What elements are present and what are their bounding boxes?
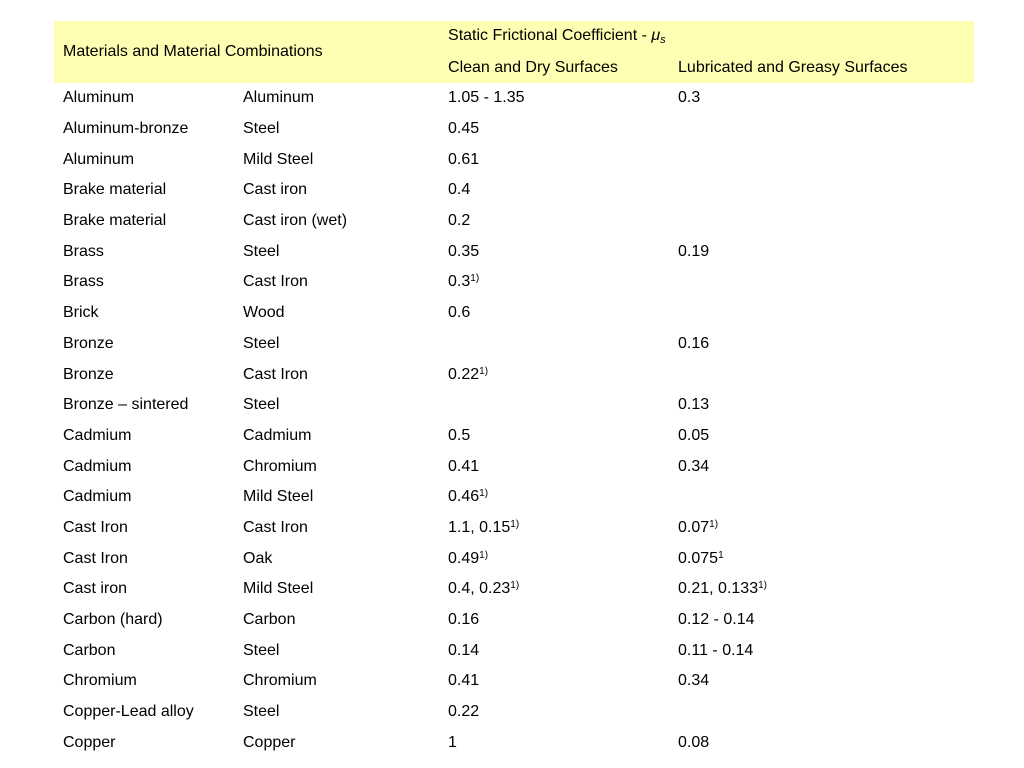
table-row (54, 236, 974, 267)
clean-dry-cell (439, 298, 669, 329)
clean-dry-cell-value: 0.2 (448, 212, 471, 230)
header-clean-dry: Clean and Dry Surfaces (439, 52, 669, 83)
clean-dry-cell (439, 267, 669, 298)
material-1-cell-value: Cadmium (63, 457, 132, 475)
lubricated-cell-value: 0.34 (678, 672, 710, 690)
lubricated-cell-value: 0.16 (678, 334, 710, 352)
material-2-cell (234, 206, 439, 237)
clean-dry-cell-value: 0.3 (448, 273, 471, 291)
lubricated-cell (669, 513, 974, 544)
header-row-top (54, 21, 974, 52)
footnote-marker: 1) (479, 365, 489, 377)
material-1-cell (54, 359, 234, 390)
clean-dry-cell-value: 0.41 (448, 457, 480, 475)
material-1-cell (54, 697, 234, 728)
lubricated-cell (669, 543, 974, 574)
clean-dry-cell-value: 0.45 (448, 120, 480, 138)
table-row (54, 574, 974, 605)
clean-dry-cell-value: 0.14 (448, 641, 480, 659)
material-2-cell (234, 605, 439, 636)
footnote-marker: 1) (758, 580, 767, 592)
material-2-cell (234, 329, 439, 360)
header-static-coefficient (439, 21, 974, 52)
footnote-marker: 1) (479, 488, 489, 500)
material-2-cell-value: Cast Iron (243, 518, 308, 536)
table-row (54, 267, 974, 298)
clean-dry-cell-value: 0.46 (448, 488, 480, 506)
clean-dry-cell (439, 359, 669, 390)
clean-dry-cell-value: 0.5 (448, 426, 471, 444)
material-1-cell (54, 513, 234, 544)
material-1-cell-value: Brass (63, 273, 104, 291)
material-1-cell-value: Carbon (63, 641, 116, 659)
lubricated-cell (669, 697, 974, 728)
clean-dry-cell-value: 1 (448, 733, 457, 751)
header-lubricated: Lubricated and Greasy Surfaces (669, 52, 974, 83)
material-2-cell-value: Cast Iron (243, 365, 308, 383)
table-header (54, 21, 974, 83)
table-row (54, 390, 974, 421)
material-2-cell-value: Steel (243, 641, 280, 659)
clean-dry-cell (439, 482, 669, 513)
material-2-cell (234, 298, 439, 329)
lubricated-cell (669, 175, 974, 206)
material-1-cell-value: Copper (63, 733, 116, 751)
lubricated-cell (669, 635, 974, 666)
material-2-cell-value: Cast Iron (243, 273, 308, 291)
material-1-cell (54, 144, 234, 175)
clean-dry-cell-value: 0.6 (448, 304, 471, 322)
header-materials: Materials and Material Combinations (54, 21, 439, 83)
lubricated-cell (669, 298, 974, 329)
clean-dry-cell (439, 635, 669, 666)
material-1-cell (54, 298, 234, 329)
material-1-cell (54, 421, 234, 452)
material-1-cell (54, 605, 234, 636)
lubricated-cell-value: 0.11 - 0.14 (678, 641, 754, 659)
material-2-cell-value: Cast iron (243, 181, 308, 199)
material-1-cell-value: Cast Iron (63, 518, 128, 536)
lubricated-cell (669, 451, 974, 482)
material-1-cell (54, 482, 234, 513)
clean-dry-cell (439, 206, 669, 237)
clean-dry-cell (439, 175, 669, 206)
clean-dry-cell (439, 236, 669, 267)
table-row (54, 666, 974, 697)
lubricated-cell (669, 206, 974, 237)
material-1-cell-value: Bronze (63, 365, 114, 383)
clean-dry-cell-value: 0.41 (448, 672, 480, 690)
clean-dry-cell-value: 1.1, 0.15 (448, 518, 511, 536)
material-2-cell (234, 513, 439, 544)
material-1-cell-value: Aluminum (63, 150, 135, 168)
lubricated-cell (669, 83, 974, 114)
material-2-cell-value: Steel (243, 396, 280, 414)
material-2-cell (234, 144, 439, 175)
footnote-marker: 1) (479, 549, 489, 561)
clean-dry-cell-value: 0.61 (448, 150, 480, 168)
lubricated-cell-value: 0.08 (678, 733, 710, 751)
table-row (54, 482, 974, 513)
material-1-cell-value: Brake material (63, 181, 167, 199)
material-1-cell-value: Cast iron (63, 580, 128, 598)
lubricated-cell-value: 0.12 - 0.14 (678, 611, 755, 629)
material-1-cell-value: Carbon (hard) (63, 611, 163, 629)
material-2-cell-value: Steel (243, 334, 280, 352)
footnote-marker: 1) (709, 518, 719, 530)
clean-dry-cell-value: 0.49 (448, 549, 480, 567)
material-2-cell-value: Steel (243, 242, 280, 260)
material-1-cell-value: Brass (63, 242, 104, 260)
material-2-cell-value: Chromium (243, 672, 317, 690)
clean-dry-cell (439, 83, 669, 114)
table-row (54, 114, 974, 145)
material-1-cell-value: Brick (63, 304, 99, 322)
friction-coefficient-table (54, 21, 974, 758)
table-row (54, 421, 974, 452)
material-2-cell (234, 390, 439, 421)
material-1-cell (54, 236, 234, 267)
clean-dry-cell (439, 605, 669, 636)
table-row (54, 298, 974, 329)
lubricated-cell-value: 0.05 (678, 426, 710, 444)
clean-dry-cell (439, 543, 669, 574)
footnote-marker: 1) (510, 580, 520, 592)
clean-dry-cell-value: 0.16 (448, 611, 480, 629)
table-row (54, 144, 974, 175)
material-2-cell (234, 635, 439, 666)
material-2-cell (234, 83, 439, 114)
material-1-cell-value: Bronze – sintered (63, 396, 189, 414)
material-1-cell (54, 390, 234, 421)
table-row (54, 175, 974, 206)
lubricated-cell (669, 114, 974, 145)
material-2-cell-value: Carbon (243, 611, 296, 629)
table-row (54, 727, 974, 758)
lubricated-cell (669, 421, 974, 452)
lubricated-cell-value: 0.34 (678, 457, 710, 475)
material-1-cell-value: Bronze (63, 334, 114, 352)
material-2-cell-value: Mild Steel (243, 580, 314, 598)
clean-dry-cell-value: 0.35 (448, 242, 480, 260)
clean-dry-cell (439, 451, 669, 482)
material-2-cell (234, 421, 439, 452)
material-2-cell-value: Chromium (243, 457, 317, 475)
clean-dry-cell (439, 513, 669, 544)
table-row (54, 697, 974, 728)
lubricated-cell (669, 727, 974, 758)
lubricated-cell (669, 144, 974, 175)
clean-dry-cell-value: 0.4 (448, 181, 471, 199)
table-row (54, 83, 974, 114)
lubricated-cell (669, 329, 974, 360)
material-1-cell (54, 635, 234, 666)
material-2-cell (234, 697, 439, 728)
material-2-cell-value: Steel (243, 703, 280, 721)
material-1-cell (54, 727, 234, 758)
lubricated-cell (669, 605, 974, 636)
material-2-cell (234, 451, 439, 482)
lubricated-cell (669, 482, 974, 513)
material-2-cell-value: Mild Steel (243, 150, 314, 168)
lubricated-cell-value: 0.07 (678, 518, 710, 536)
clean-dry-cell (439, 574, 669, 605)
clean-dry-cell (439, 697, 669, 728)
material-2-cell-value: Steel (243, 120, 280, 138)
clean-dry-cell-value: 0.4, 0.23 (448, 580, 511, 598)
lubricated-cell-value: 0.21, 0.133 (678, 580, 759, 598)
material-1-cell-value: Cadmium (63, 488, 132, 506)
table-row (54, 206, 974, 237)
table-row (54, 635, 974, 666)
clean-dry-cell (439, 727, 669, 758)
lubricated-cell (669, 359, 974, 390)
footnote-marker: 1) (470, 273, 480, 285)
material-1-cell (54, 114, 234, 145)
clean-dry-cell-value: 0.22 (448, 703, 480, 721)
table-row (54, 513, 974, 544)
material-1-cell (54, 543, 234, 574)
clean-dry-cell (439, 421, 669, 452)
lubricated-cell (669, 666, 974, 697)
material-2-cell-value: Copper (243, 733, 296, 751)
mu-subscript: s (660, 34, 666, 46)
material-2-cell (234, 727, 439, 758)
material-1-cell-value: Cadmium (63, 426, 132, 444)
material-1-cell-value: Copper-Lead alloy (63, 703, 194, 721)
footnote-marker: 1) (510, 518, 520, 530)
material-1-cell-value: Cast Iron (63, 549, 128, 567)
material-2-cell-value: Aluminum (243, 89, 315, 107)
material-1-cell (54, 175, 234, 206)
material-1-cell-value: Aluminum-bronze (63, 120, 189, 138)
table-body (54, 83, 974, 758)
clean-dry-cell (439, 114, 669, 145)
lubricated-cell (669, 236, 974, 267)
table-row (54, 605, 974, 636)
material-1-cell-value: Aluminum (63, 89, 135, 107)
material-2-cell (234, 543, 439, 574)
material-1-cell (54, 451, 234, 482)
lubricated-cell (669, 574, 974, 605)
lubricated-cell-value: 0.3 (678, 89, 701, 107)
material-2-cell (234, 574, 439, 605)
table-row (54, 329, 974, 360)
material-2-cell-value: Oak (243, 549, 273, 567)
material-1-cell-value: Chromium (63, 672, 137, 690)
clean-dry-cell (439, 329, 669, 360)
table-row (54, 359, 974, 390)
material-1-cell (54, 574, 234, 605)
lubricated-cell (669, 267, 974, 298)
clean-dry-cell (439, 144, 669, 175)
material-2-cell (234, 267, 439, 298)
header-coefficient-prefix: Static Frictional Coefficient - (448, 27, 652, 44)
material-2-cell-value: Mild Steel (243, 488, 314, 506)
material-2-cell (234, 236, 439, 267)
material-2-cell-value: Cadmium (243, 426, 312, 444)
lubricated-cell (669, 390, 974, 421)
material-1-cell (54, 206, 234, 237)
material-2-cell-value: Cast iron (wet) (243, 212, 348, 230)
material-1-cell (54, 666, 234, 697)
material-1-cell (54, 83, 234, 114)
clean-dry-cell-value: 1.05 - 1.35 (448, 89, 525, 107)
clean-dry-cell (439, 666, 669, 697)
footnote-marker: 1 (718, 549, 724, 561)
material-2-cell (234, 114, 439, 145)
mu-symbol: μ (651, 27, 661, 44)
material-2-cell (234, 359, 439, 390)
lubricated-cell-value: 0.19 (678, 242, 710, 260)
lubricated-cell-value: 0.075 (678, 549, 719, 567)
material-1-cell (54, 267, 234, 298)
clean-dry-cell-value: 0.22 (448, 365, 480, 383)
material-2-cell (234, 175, 439, 206)
clean-dry-cell (439, 390, 669, 421)
material-1-cell (54, 329, 234, 360)
material-1-cell-value: Brake material (63, 212, 167, 230)
material-2-cell-value: Wood (243, 304, 285, 322)
table-row (54, 451, 974, 482)
table-row (54, 543, 974, 574)
lubricated-cell-value: 0.13 (678, 396, 710, 414)
material-2-cell (234, 482, 439, 513)
material-2-cell (234, 666, 439, 697)
